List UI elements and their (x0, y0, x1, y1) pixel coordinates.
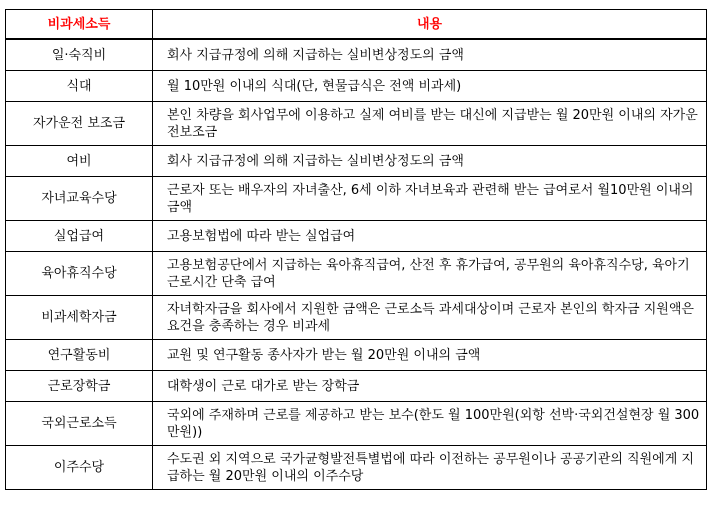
table-row (6, 71, 707, 102)
table-row (6, 296, 707, 340)
header-content: 내용 (153, 10, 707, 40)
row-item: 실업급여 (6, 221, 153, 252)
table-row (6, 446, 707, 490)
row-item: 근로장학금 (6, 371, 153, 402)
row-item: 국외근로소득 (6, 402, 153, 446)
table-row (6, 221, 707, 252)
tax-exempt-income-table (5, 9, 707, 490)
row-content: 국외에 주재하며 근로를 제공하고 받는 보수(한도 월 100만원(외항 선박·국외건설현장 월 300만원)) (153, 402, 707, 446)
table-row (6, 146, 707, 177)
row-content: 고용보험공단에서 지급하는 육아휴직급여, 산전 후 휴가급여, 공무원의 육아휴직수당, 육아기 근로시간 단축 급여 (153, 252, 707, 296)
row-content: 고용보험법에 따라 받는 실업급여 (153, 221, 707, 252)
row-content: 대학생이 근로 대가로 받는 장학금 (153, 371, 707, 402)
table-row (6, 39, 707, 71)
row-item: 여비 (6, 146, 153, 177)
row-content: 자녀학자금을 회사에서 지원한 금액은 근로소득 과세대상이며 근로자 본인의 학자금 지원액은 요건을 충족하는 경우 비과세 (153, 296, 707, 340)
row-item: 일·숙직비 (6, 39, 153, 71)
row-content: 회사 지급규정에 의해 지급하는 실비변상정도의 금액 (153, 39, 707, 71)
table-row (6, 340, 707, 371)
table-row (6, 252, 707, 296)
header-category: 비과세소득 (6, 10, 153, 40)
row-item: 이주수당 (6, 446, 153, 490)
row-content: 근로자 또는 배우자의 자녀출산, 6세 이하 자녀보육과 관련해 받는 급여로서 월10만원 이내의 금액 (153, 177, 707, 221)
row-item: 자녀교육수당 (6, 177, 153, 221)
row-content: 수도권 외 지역으로 국가균형발전특별법에 따라 이전하는 공무원이나 공공기관의 직원에게 지급하는 월 20만원 이내의 이주수당 (153, 446, 707, 490)
row-item: 육아휴직수당 (6, 252, 153, 296)
row-item: 식대 (6, 71, 153, 102)
row-item: 자가운전 보조금 (6, 102, 153, 146)
table-row (6, 371, 707, 402)
row-content: 본인 차량을 회사업무에 이용하고 실제 여비를 받는 대신에 지급받는 월 20만원 이내의 자가운전보조금 (153, 102, 707, 146)
row-content: 월 10만원 이내의 식대(단, 현물급식은 전액 비과세) (153, 71, 707, 102)
table-row (6, 402, 707, 446)
table-header-row (6, 10, 707, 40)
table-row (6, 102, 707, 146)
row-item: 연구활동비 (6, 340, 153, 371)
row-item: 비과세학자금 (6, 296, 153, 340)
row-content: 교원 및 연구활동 종사자가 받는 월 20만원 이내의 금액 (153, 340, 707, 371)
row-content: 회사 지급규정에 의해 지급하는 실비변상정도의 금액 (153, 146, 707, 177)
table-row (6, 177, 707, 221)
